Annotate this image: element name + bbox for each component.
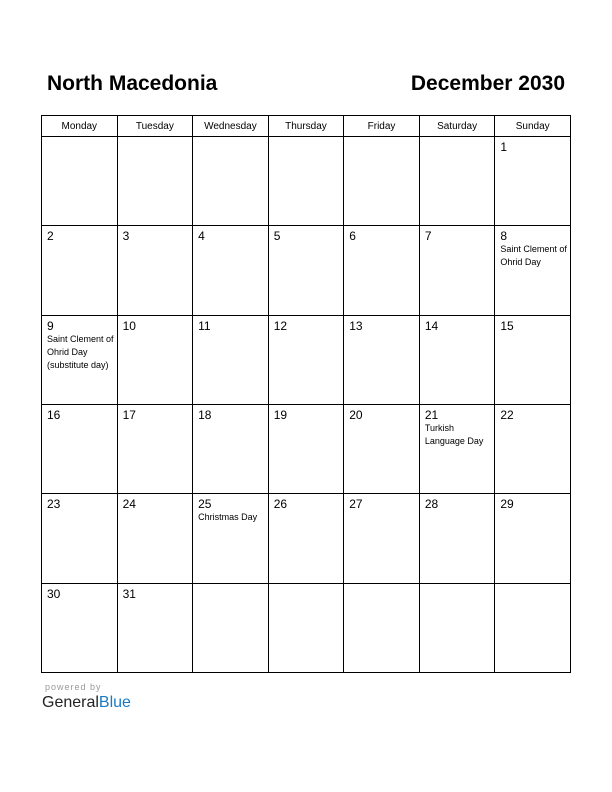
week-row (42, 494, 571, 583)
day-cell (419, 404, 495, 493)
day-number: 12 (273, 318, 288, 333)
month-title: December 2030 (410, 72, 565, 95)
day-number: 28 (424, 497, 439, 512)
day-number: 30 (47, 586, 61, 601)
weekday-header: Sunday (495, 116, 571, 137)
day-cell (268, 137, 344, 226)
day-cell (495, 583, 571, 672)
day-number: 7 (424, 229, 432, 244)
day-number (42, 137, 117, 140)
day-number (495, 584, 570, 587)
day-cell (193, 315, 269, 404)
day-number: 15 (500, 318, 514, 333)
day-cell (42, 494, 118, 583)
day-cell (344, 583, 420, 672)
day-number: 18 (198, 407, 212, 422)
day-cell (42, 315, 118, 404)
day-cell (268, 226, 344, 315)
day-number: 31 (122, 586, 136, 601)
day-number: 2 (47, 229, 54, 244)
day-number: 17 (122, 407, 136, 422)
country-title: North Macedonia (47, 72, 218, 95)
calendar-grid (41, 115, 571, 673)
weekday-header: Monday (42, 116, 118, 137)
day-number: 5 (273, 229, 281, 244)
day-cell (117, 137, 193, 226)
day-number: 20 (349, 407, 363, 422)
weekday-header-row (42, 116, 571, 137)
day-number (269, 137, 344, 140)
weekday-header: Tuesday (117, 116, 193, 137)
day-cell (193, 404, 269, 493)
day-cell (344, 226, 420, 315)
day-number: 24 (122, 497, 136, 512)
day-cell (268, 315, 344, 404)
week-row (42, 315, 571, 404)
day-number: 1 (500, 140, 508, 154)
weekday-header: Thursday (268, 116, 344, 137)
day-cell (419, 226, 495, 315)
day-cell (117, 315, 193, 404)
day-cell (344, 494, 420, 583)
day-cell (419, 494, 495, 583)
day-cell (495, 226, 571, 315)
day-cell (268, 404, 344, 493)
day-cell (117, 226, 193, 315)
day-cell (419, 583, 495, 672)
day-cell (193, 583, 269, 672)
day-number: 4 (198, 229, 205, 244)
day-number: 19 (273, 407, 288, 422)
holiday-label: Saint Clement of Ohrid Day (500, 244, 567, 268)
day-cell (42, 583, 118, 672)
day-cell (117, 583, 193, 672)
day-cell (42, 137, 118, 226)
day-number (193, 137, 268, 140)
holiday-label: Turkish Language Day (424, 422, 484, 446)
weekday-header: Wednesday (193, 116, 269, 137)
day-number: 27 (349, 497, 363, 512)
weekday-header: Friday (344, 116, 420, 137)
day-cell (42, 404, 118, 493)
day-number (344, 137, 419, 140)
day-number: 23 (47, 497, 61, 512)
day-cell (268, 583, 344, 672)
day-cell (193, 137, 269, 226)
day-cell (344, 315, 420, 404)
day-cell (344, 137, 420, 226)
day-number (420, 584, 495, 587)
day-number: 21 (424, 407, 439, 422)
day-cell (419, 137, 495, 226)
day-cell (117, 494, 193, 583)
generalblue-logo[interactable] (42, 694, 131, 712)
brand-general-text: General (42, 694, 99, 711)
weekday-header: Saturday (419, 116, 495, 137)
day-cell (193, 226, 269, 315)
week-row (42, 226, 571, 315)
day-number: 9 (47, 318, 54, 333)
day-number (118, 137, 193, 140)
day-cell (193, 494, 269, 583)
day-cell (495, 494, 571, 583)
day-number: 29 (500, 497, 514, 512)
day-number (269, 584, 344, 587)
day-number (344, 584, 419, 587)
day-cell (268, 494, 344, 583)
holiday-label: Christmas Day (198, 512, 258, 523)
day-number: 25 (198, 497, 212, 512)
week-row (42, 404, 571, 493)
day-cell (419, 315, 495, 404)
week-row (42, 583, 571, 672)
day-number: 22 (500, 407, 514, 422)
day-number: 3 (122, 229, 130, 244)
day-number: 6 (349, 229, 356, 244)
day-cell (344, 404, 420, 493)
powered-by-text: powered by (45, 682, 102, 692)
day-cell (495, 404, 571, 493)
day-number: 16 (47, 407, 61, 422)
day-cell (495, 315, 571, 404)
holiday-label: Saint Clement of Ohrid Day (substitute day) (47, 333, 114, 370)
day-number: 14 (424, 318, 439, 333)
day-number: 8 (500, 229, 508, 244)
day-number (193, 584, 268, 587)
day-number: 10 (122, 318, 136, 333)
day-cell (495, 137, 571, 226)
day-number: 26 (273, 497, 288, 512)
day-cell (42, 226, 118, 315)
day-cell (117, 404, 193, 493)
day-number (420, 137, 495, 140)
day-number: 11 (198, 318, 211, 333)
week-row (42, 137, 571, 226)
brand-blue-text: Blue (98, 694, 131, 711)
day-number: 13 (349, 318, 363, 333)
